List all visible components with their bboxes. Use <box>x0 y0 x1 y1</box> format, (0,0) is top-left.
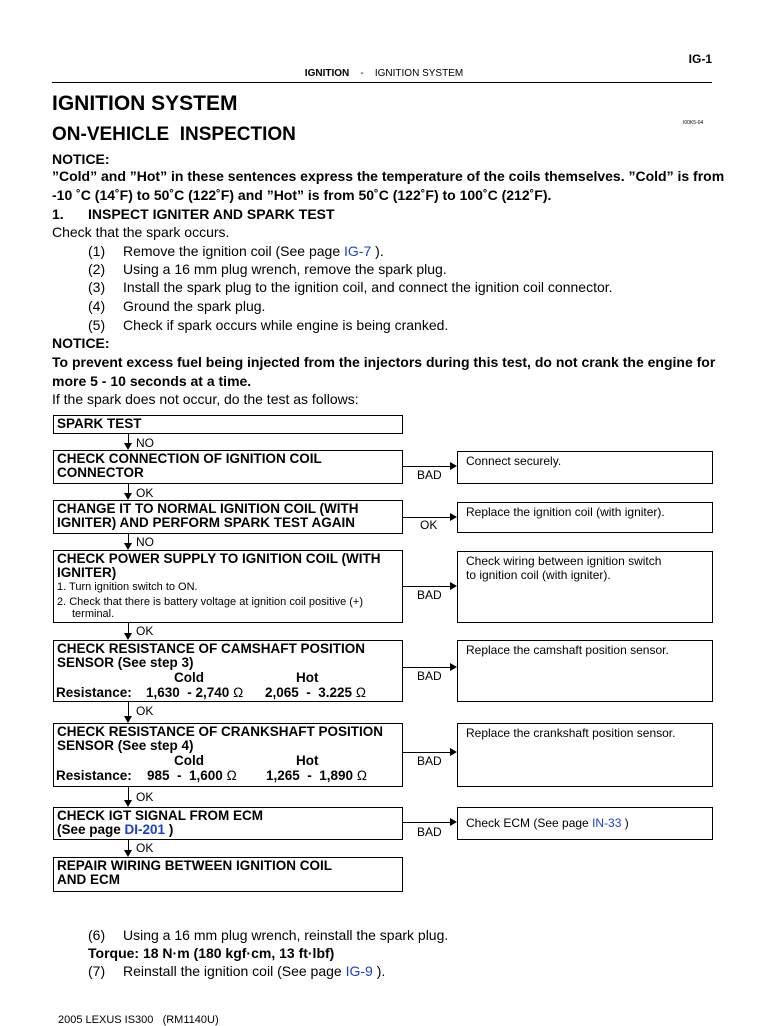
connector-label: OK <box>136 841 154 855</box>
flow-box-spark-test <box>53 415 403 434</box>
arrow-down-icon <box>124 443 132 450</box>
connector-line <box>403 586 451 587</box>
arrow-down-icon <box>124 800 132 807</box>
result-label: BAD <box>417 754 442 768</box>
connector-label: NO <box>136 436 154 450</box>
substep-1 <box>88 242 384 260</box>
result-box-replace-camshaft: Replace the camshaft position sensor. <box>457 640 713 702</box>
page-title: IGNITION SYSTEM <box>52 92 238 115</box>
header-rule <box>52 82 712 83</box>
result-label: BAD <box>417 468 442 482</box>
arrow-down-icon <box>124 493 132 500</box>
header-section: IGNITION <box>304 68 350 79</box>
result-box-replace-crankshaft: Replace the crankshaft position sensor. <box>457 723 713 787</box>
substep-text: Reinstall the ignition coil (See page <box>123 963 346 979</box>
substep-6 <box>88 926 448 944</box>
step-1-heading <box>52 205 335 223</box>
notice-2-label: NOTICE: <box>52 335 110 351</box>
connector-line <box>128 702 129 717</box>
connector-line <box>403 752 451 753</box>
flow-box-change-coil <box>53 500 403 534</box>
arrow-right-icon <box>450 462 457 470</box>
flow-box-title: CHANGE IT TO NORMAL IGNITION COIL (WITH IGNITER) AND PERFORM SPARK TEST AGAIN <box>57 501 359 530</box>
flow-box-repair-wiring <box>53 857 403 892</box>
step-1-number: 1. <box>52 206 64 222</box>
flow-box-title: CHECK RESISTANCE OF CRANKSHAFT POSITION SENSOR (See step 4) <box>57 724 384 753</box>
substep-text-end: ). <box>371 243 384 259</box>
flow-box-substep: 1. Turn ignition switch to ON. <box>57 581 198 593</box>
arrow-down-icon <box>124 633 132 640</box>
flow-box-title: SPARK TEST <box>57 416 142 431</box>
flow-box-substep: terminal. <box>72 608 115 620</box>
result-box-check-ecm: Check ECM (See page IN-33 ) <box>457 807 713 840</box>
flow-box-crankshaft-resistance <box>53 723 403 787</box>
substep-number: (5) <box>88 317 106 333</box>
result-label: BAD <box>417 669 442 683</box>
result-box-replace-coil: Replace the ignition coil (with igniter). <box>457 502 713 533</box>
arrow-down-icon <box>124 543 132 550</box>
arrow-down-icon <box>124 850 132 857</box>
result-box-connect: Connect securely. <box>457 451 713 484</box>
flow-box-check-connection <box>53 450 403 484</box>
flow-box-title: REPAIR WIRING BETWEEN IGNITION COIL AND ECM <box>57 858 332 887</box>
connector-label: OK <box>136 624 154 638</box>
substep-text: Remove the ignition coil (See page <box>123 243 345 259</box>
connector-label: NO <box>136 535 154 549</box>
cold-value: 985 - 1,600 Ω <box>147 768 237 783</box>
result-label: BAD <box>417 825 442 839</box>
hot-value: 2,065 - 3.225 Ω <box>265 685 366 700</box>
substep-number: (4) <box>88 298 106 314</box>
result-label: BAD <box>417 588 442 602</box>
cold-header: Cold <box>174 670 204 685</box>
hot-value: 1,265 - 1,890 Ω <box>266 768 367 783</box>
notice-2-line1: To prevent excess fuel being injected from the injectors during this test, do not crank the engine for <box>52 354 716 370</box>
connector-label: OK <box>136 790 154 804</box>
substep-number: (7) <box>88 963 106 979</box>
flow-box-title: CHECK POWER SUPPLY TO IGNITION COIL (WITH IGNITER) <box>57 551 381 580</box>
cold-value: 1,630 - 2,740 Ω <box>146 685 244 700</box>
flow-box-power-supply <box>53 550 403 623</box>
flow-box-title: CHECK CONNECTION OF IGNITION COIL CONNECTOR <box>57 451 322 480</box>
result-box-check-wiring: Check wiring between ignition switch to ignition coil (with igniter). <box>457 551 713 623</box>
arrow-right-icon <box>450 663 457 671</box>
notice-label: NOTICE: <box>52 151 110 167</box>
flow-box-title: CHECK RESISTANCE OF CAMSHAFT POSITION SENSOR (See step 3) <box>57 641 366 670</box>
connector-label: OK <box>136 704 154 718</box>
result-label: OK <box>420 518 438 532</box>
substep-2 <box>88 260 447 278</box>
section-title: ON-VEHICLE INSPECTION <box>52 124 296 145</box>
running-header <box>0 68 768 79</box>
check-text: Check that the spark occurs. <box>52 224 230 240</box>
substep-text: Install the spark plug to the ignition coil, and connect the ignition coil connector. <box>123 279 613 295</box>
arrow-right-icon <box>450 513 457 521</box>
flow-box-camshaft-resistance <box>53 640 403 702</box>
resistance-label: Resistance: <box>56 768 132 783</box>
connector-label: OK <box>136 486 154 500</box>
connector-line <box>403 667 451 668</box>
arrow-down-icon <box>124 716 132 723</box>
step-1-title: INSPECT IGNITER AND SPARK TEST <box>88 206 335 222</box>
flow-box-substep: 2. Check that there is battery voltage at ignition coil positive (+) <box>57 596 364 608</box>
link-ig-7[interactable]: IG-7 <box>344 243 372 259</box>
substep-number: (2) <box>88 261 106 277</box>
substep-3 <box>88 278 613 296</box>
resistance-label: Resistance: <box>56 685 132 700</box>
connector-line <box>128 787 129 801</box>
link-di-201[interactable]: DI-201 <box>124 822 166 837</box>
header-separator: - <box>360 68 364 79</box>
substep-7 <box>88 962 385 980</box>
substep-text-end: ). <box>372 963 386 979</box>
hot-header: Hot <box>296 753 319 768</box>
substep-5 <box>88 316 448 334</box>
substep-text: Ground the spark plug. <box>123 298 266 314</box>
link-ig-9[interactable]: IG-9 <box>345 963 373 979</box>
substep-text: Using a 16 mm plug wrench, remove the spark plug. <box>123 261 447 277</box>
flow-box-igt-signal <box>53 807 403 840</box>
link-in-33[interactable]: IN-33 <box>592 816 622 830</box>
connector-line <box>403 822 451 823</box>
substep-number: (3) <box>88 279 106 295</box>
notice-text-line1: ”Cold” and ”Hot” in these sentences express the temperature of the coils themselves. ”Cold” is from <box>52 168 725 184</box>
notice-text-line2: -10 ˚C (14˚F) to 50˚C (122˚F) and ”Hot” is from 50˚C (122˚F) to 100˚C (212˚F). <box>52 187 552 203</box>
footer: 2005 LEXUS IS300 (RM1140U) <box>58 1014 219 1026</box>
flow-box-title: CHECK IGT SIGNAL FROM ECM (See page DI-201 ) <box>57 808 264 837</box>
header-subsection: IGNITION SYSTEM <box>374 68 464 79</box>
connector-line <box>403 466 451 467</box>
notice-2-line2: more 5 - 10 seconds at a time. <box>52 373 252 389</box>
cold-header: Cold <box>174 753 204 768</box>
substep-number: (6) <box>88 927 106 943</box>
page-id: IG-1 <box>688 52 712 66</box>
arrow-right-icon <box>450 582 457 590</box>
torque-spec: Torque: 18 N·m (180 kgf·cm, 13 ft·lbf) <box>88 945 335 961</box>
arrow-right-icon <box>450 748 457 756</box>
hot-header: Hot <box>296 670 319 685</box>
substep-text: Using a 16 mm plug wrench, reinstall the spark plug. <box>123 927 449 943</box>
if-text: If the spark does not occur, do the test as follows: <box>52 391 359 407</box>
doc-code: I00K5-04 <box>683 120 704 126</box>
substep-text: Check if spark occurs while engine is being cranked. <box>123 317 449 333</box>
substep-number: (1) <box>88 243 106 259</box>
substep-4 <box>88 297 265 315</box>
arrow-right-icon <box>450 818 457 826</box>
